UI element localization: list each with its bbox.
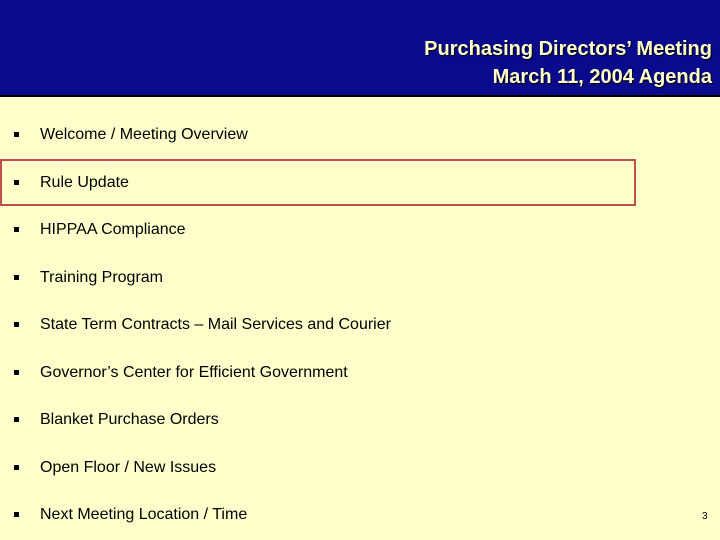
agenda-item-label: Welcome / Meeting Overview: [40, 126, 248, 143]
agenda-item-open-floor: [0, 453, 720, 485]
agenda-item-governors-center: [0, 358, 720, 390]
agenda-item-blanket-po: [0, 405, 720, 437]
agenda-item-label: Next Meeting Location / Time: [40, 506, 248, 523]
bullet-icon: [14, 512, 19, 517]
agenda-item-hippaa: [0, 215, 720, 247]
agenda-item-training: [0, 263, 720, 295]
bullet-icon: [14, 417, 19, 422]
slide-title-line-1: Purchasing Directors’ Meeting: [424, 38, 712, 60]
slide-number: 3: [702, 511, 708, 522]
agenda-item-next-meeting: [0, 500, 720, 532]
agenda-item-rule-update: [0, 168, 720, 200]
agenda-item-welcome: [0, 120, 720, 152]
bullet-icon: [14, 227, 19, 232]
agenda-item-label: State Term Contracts – Mail Services and Courier: [40, 316, 391, 333]
agenda-item-label: Open Floor / New Issues: [40, 459, 217, 476]
bullet-icon: [14, 370, 19, 375]
bullet-icon: [14, 322, 19, 327]
agenda-item-label: Blanket Purchase Orders: [40, 411, 219, 428]
agenda-item-label: Governor’s Center for Efficient Government: [40, 364, 348, 381]
slide-title-line-2: March 11, 2004 Agenda: [492, 66, 712, 88]
agenda-item-label: HIPPAA Compliance: [40, 221, 186, 238]
title-banner: [0, 0, 720, 97]
bullet-icon: [14, 465, 19, 470]
agenda-item-label: Rule Update: [40, 174, 129, 191]
bullet-icon: [14, 180, 19, 185]
agenda-item-label: Training Program: [40, 269, 164, 286]
agenda-item-state-term-contracts: [0, 310, 720, 342]
bullet-icon: [14, 275, 19, 280]
bullet-icon: [14, 132, 19, 137]
